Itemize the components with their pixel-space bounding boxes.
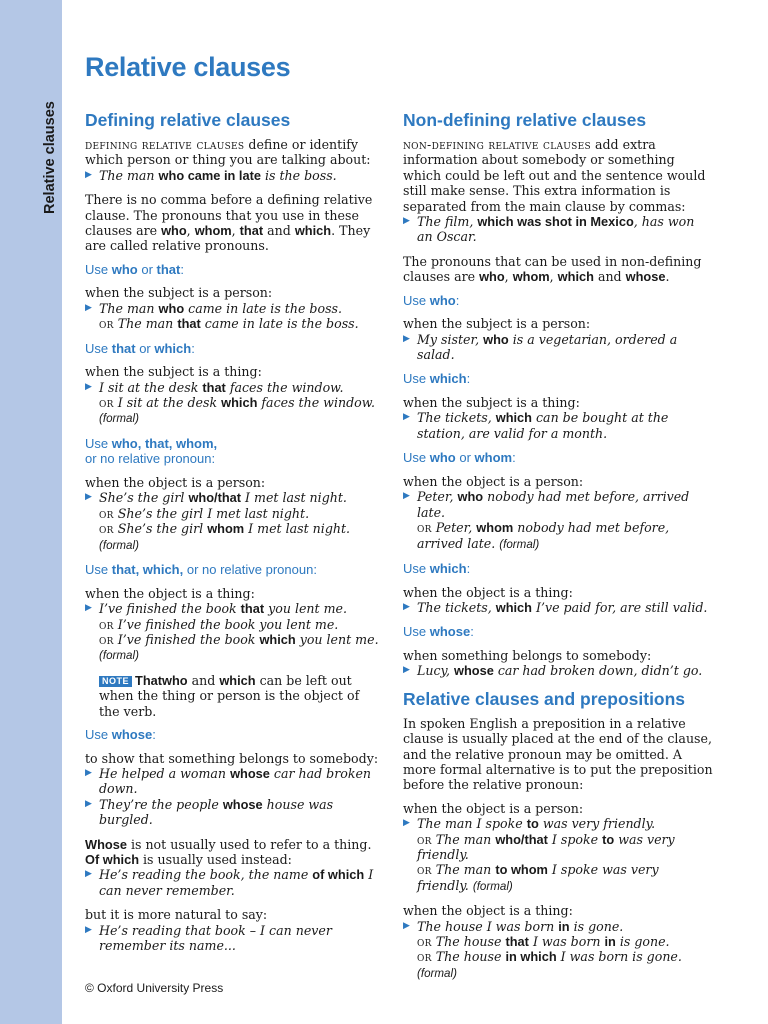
condition: when the object is a thing: <box>403 903 573 919</box>
list-item: or I’ve finished the book you lent me. <box>99 616 339 632</box>
use-heading: Use that, which, or no relative pronoun: <box>85 562 317 578</box>
list-item: ▶ The house I was born in is gone. <box>403 918 624 934</box>
formal-label: (formal) <box>417 966 457 980</box>
copyright-footer: © Oxford University Press <box>85 981 224 995</box>
bullet-arrow-icon: ▶ <box>403 920 410 931</box>
condition: but it is more natural to say: <box>85 907 268 923</box>
list-item: ▶ He’s reading the book, the name of which I can never remember. <box>85 867 374 898</box>
bullet-arrow-icon: ▶ <box>403 601 410 612</box>
condition: when the subject is a person: <box>85 285 273 301</box>
term: non-defining relative clauses <box>403 137 591 152</box>
list-item: or The man to whom I spoke was very friendly. (formal) <box>417 862 659 893</box>
example-list <box>85 867 380 898</box>
list-item: ▶ The film, which was shot in Mexico, has won an Oscar. <box>403 214 695 245</box>
defining-para: There is no comma before a defining relative clause. The pronouns that you use in these clauses are who, whom, that and which. They are called relative pronouns. <box>85 192 373 254</box>
condition: when something belongs to somebody: <box>403 647 652 663</box>
bullet-arrow-icon: ▶ <box>85 603 92 614</box>
list-item: ▶ The man who came in late is the boss. <box>85 167 337 183</box>
note-badge: NOTE <box>99 676 132 687</box>
condition: when the object is a person: <box>403 800 584 816</box>
condition: when the object is a person: <box>403 473 584 489</box>
condition: to show that something belongs to somebody: <box>85 750 379 766</box>
example-list <box>403 489 713 552</box>
example-list <box>403 816 713 894</box>
condition: when the subject is a thing: <box>403 395 580 411</box>
example-list <box>403 919 713 982</box>
defining-intro: defining relative clauses define or identify which person or thing you are talking about: <box>85 137 371 168</box>
list-item: ▶ Lucy, whose car had broken down, didn’t go. <box>403 663 703 679</box>
list-item: ▶ I sit at the desk that faces the window. <box>85 379 344 395</box>
example-list <box>85 380 380 427</box>
formal-label: (formal) <box>99 538 139 552</box>
condition: when the object is a thing: <box>403 584 573 600</box>
list-item: ▶ Peter, who nobody had met before, arrived late. <box>403 489 690 520</box>
list-item: or The man that came in late is the boss. <box>99 316 359 332</box>
use-heading: Use whose: <box>403 624 474 640</box>
example-list <box>403 332 713 363</box>
example-list <box>403 410 713 441</box>
list-item: ▶ He helped a woman whose car had broken down. <box>85 765 372 797</box>
example-list <box>85 601 380 664</box>
example-list <box>403 214 713 245</box>
bullet-arrow-icon: ▶ <box>403 491 410 502</box>
bullet-arrow-icon: ▶ <box>85 169 92 180</box>
bullet-arrow-icon: ▶ <box>85 767 92 778</box>
example-list <box>85 301 380 332</box>
formal-label: (formal) <box>499 537 540 551</box>
example-list <box>85 923 380 954</box>
bullet-arrow-icon: ▶ <box>85 302 92 313</box>
bullet-arrow-icon: ▶ <box>85 869 92 880</box>
list-item <box>85 537 380 553</box>
bullet-arrow-icon: ▶ <box>403 818 410 829</box>
list-item: ▶ The man who came in late is the boss. <box>85 300 342 316</box>
non-defining-intro: non-defining relative clauses add extra information about somebody or something which could be left out and the sentence would still make sense. This extra information is separated from the main clause by commas: <box>403 137 706 214</box>
use-heading: Use who: <box>403 292 460 308</box>
right-column <box>403 106 713 990</box>
example-list <box>85 490 380 553</box>
prepositions-para: In spoken English a preposition in a relative clause is usually placed at the end of the clause, and the relative pronoun may be omitted. A more formal alternative is to put the preposition before the relative pronoun: <box>403 715 713 793</box>
bullet-arrow-icon: ▶ <box>403 333 410 344</box>
list-item: or The man who/that I spoke to was very friendly. <box>417 831 675 862</box>
example-list <box>85 168 380 183</box>
sidebar-label: Relative clauses <box>42 101 58 214</box>
list-item: or I sit at the desk which faces the window. <box>99 395 376 411</box>
use-heading: Use whose: <box>85 726 156 742</box>
use-heading: Use who or whom: <box>403 450 516 466</box>
list-item: or She’s the girl whom I met last night. <box>99 521 351 537</box>
use-heading: Use who, that, whom, or no relative pronoun: <box>85 435 218 467</box>
list-item: or I’ve finished the book which you lent me. <box>99 631 379 647</box>
term: defining relative clauses <box>85 137 245 152</box>
formal-label: (formal) <box>472 879 513 893</box>
list-item: ▶ The man I spoke to was very friendly. <box>403 816 656 832</box>
list-item <box>403 965 713 981</box>
condition: when the object is a thing: <box>85 585 255 601</box>
use-heading: Use which: <box>403 560 471 576</box>
page-title: Relative clauses <box>85 52 291 82</box>
list-item: ▶ She’s the girl who/that I met last night. <box>85 490 347 506</box>
use-heading: Use that or which: <box>85 340 195 356</box>
bullet-arrow-icon: ▶ <box>403 216 410 227</box>
bullet-arrow-icon: ▶ <box>85 381 92 392</box>
use-heading: Use which: <box>403 371 471 387</box>
formal-label: (formal) <box>99 649 139 663</box>
list-item: or She’s the girl I met last night. <box>99 505 310 521</box>
list-item: or The house in which I was born is gone. <box>417 949 682 965</box>
list-item: ▶ The tickets, which I’ve paid for, are still valid. <box>403 599 708 615</box>
bullet-arrow-icon: ▶ <box>85 798 92 809</box>
list-item: ▶ I’ve finished the book that you lent me. <box>85 601 348 617</box>
bullet-arrow-icon: ▶ <box>85 924 92 935</box>
condition: when the subject is a thing: <box>85 364 262 380</box>
sidebar <box>0 0 62 1024</box>
condition: when the object is a person: <box>85 475 266 491</box>
example-list <box>85 766 380 828</box>
section-title-non-defining: Non-defining relative clauses <box>403 110 647 130</box>
list-item: ▶ The tickets, which can be bought at the station, are valid for a month. <box>403 410 669 441</box>
left-column <box>85 106 380 962</box>
list-item <box>85 647 380 663</box>
whose-note: Whose is not usually used to refer to a thing. Of which is usually used instead: <box>85 836 372 867</box>
use-heading: Use who or that: <box>85 261 184 277</box>
section-title-prepositions: Relative clauses and prepositions <box>403 688 686 709</box>
bullet-arrow-icon: ▶ <box>403 665 410 676</box>
list-item: ▶ My sister, who is a vegetarian, ordered a salad. <box>403 331 678 363</box>
example-list <box>403 663 713 678</box>
list-item: or Peter, whom nobody had met before, arrived late. (formal) <box>417 520 670 551</box>
example-list <box>403 600 713 615</box>
list-item: ▶ They’re the people whose house was burgled. <box>85 796 334 828</box>
formal-label: (formal) <box>99 412 139 426</box>
bullet-arrow-icon: ▶ <box>85 492 92 503</box>
list-item: ▶ He’s reading that book – I can never remember its name... <box>85 922 332 953</box>
section-title-defining: Defining relative clauses <box>85 110 291 130</box>
note-box: NOTE Thatwho and which can be left out when the thing or person is the object of the verb. <box>99 672 360 719</box>
condition: when the subject is a person: <box>403 316 591 332</box>
list-item <box>85 410 380 426</box>
list-item: or The house that I was born in is gone. <box>417 934 670 949</box>
non-defining-para: The pronouns that can be used in non-defining clauses are who, whom, which and whose. <box>403 253 702 285</box>
bullet-arrow-icon: ▶ <box>403 412 410 423</box>
